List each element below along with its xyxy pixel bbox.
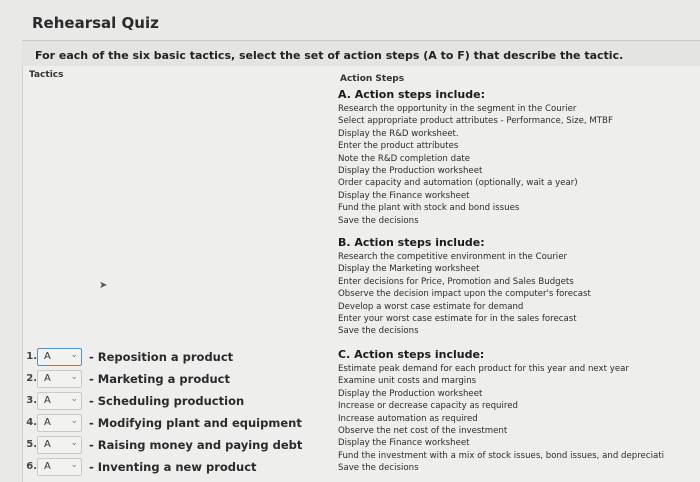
tactic-label: - Inventing a new product [89,460,257,474]
tactic-number: 2. [26,373,37,384]
tactics-column-header: Tactics [29,70,64,80]
tactic-6-select[interactable] [37,458,82,476]
action-step: Estimate peak demand for each product for this year and next year [338,364,629,374]
action-step: Display the Finance worksheet [338,190,470,201]
steps-column-header: Action Steps [340,74,405,84]
select-value: A [44,373,51,384]
action-step: Display the Production worksheet [338,388,483,399]
chevron-down-icon: ⌄ [70,460,78,470]
action-step: Fund the plant with stock and bond issues [338,203,520,214]
action-set-title: C. Action steps include: [338,348,485,361]
chevron-down-icon: ⌄ [70,416,78,426]
tactic-label: - Raising money and paying debt [89,438,303,452]
tactic-row-5 [23,436,323,456]
action-set-b [338,236,591,338]
action-step: Observe the net cost of the investment [338,426,508,437]
chevron-down-icon: ⌄ [70,438,78,448]
action-set-title: B. Action steps include: [338,236,485,249]
tactic-number: 1. [26,351,37,362]
action-step: Fund the investment with a mix of stock issues, bond issues, and depreciati [338,450,664,461]
action-step: Save the decisions [338,215,419,226]
action-set-title: A. Action steps include: [338,88,485,101]
instruction-text: For each of the six basic tactics, select the set of action steps (A to F) that describe the tactic. [35,49,624,62]
chevron-down-icon: ⌄ [70,350,78,360]
tactic-row-2 [23,370,323,390]
action-step: Increase or decrease capacity as required [338,401,518,412]
tactic-row-6 [23,458,323,478]
tactic-label: - Marketing a product [89,372,230,386]
tactic-number: 3. [26,395,37,406]
quiz-title: Rehearsal Quiz [32,14,159,32]
action-step: Select appropriate product attributes - Performance, Size, MTBF [338,116,613,127]
action-step: Save the decisions [338,463,419,474]
tactic-3-select[interactable] [37,392,82,410]
tactic-number: 5. [26,439,37,450]
tactic-number: 6. [26,461,37,472]
select-value: A [44,395,51,406]
tactic-row-1 [23,348,323,368]
tactic-1-select[interactable] [37,348,82,366]
tactic-label: - Reposition a product [89,350,234,364]
tactic-number: 4. [26,417,37,428]
tactic-row-3 [23,392,323,412]
action-step: Display the Finance worksheet [338,438,470,449]
tactic-4-select[interactable] [37,414,82,432]
chevron-down-icon: ⌄ [70,372,78,382]
action-step: Research the opportunity in the segment in the Courier [338,104,577,114]
action-step: Display the R&D worksheet. [338,128,459,139]
action-step: Examine unit costs and margins [338,376,477,387]
mouse-cursor-icon: ➤ [99,280,108,291]
action-step: Research the competitive environment in the Courier [338,252,568,262]
tactic-label: - Scheduling production [89,394,245,408]
instruction-bar [22,40,700,68]
action-step: Display the Marketing worksheet [338,264,480,275]
action-step: Develop a worst case estimate for demand [338,301,524,312]
action-step: Note the R&D completion date [338,153,470,164]
action-step: Enter the product attributes [338,141,459,152]
tactic-5-select[interactable] [37,436,82,454]
action-step: Increase automation as required [338,413,478,424]
action-set-c [338,348,664,475]
tactic-2-select[interactable] [37,370,82,388]
action-step: Save the decisions [338,326,419,337]
tactic-label: - Modifying plant and equipment [89,416,302,430]
action-set-a [338,88,613,227]
select-value: A [44,417,51,428]
action-step: Enter decisions for Price, Promotion and Sales Budgets [338,276,574,287]
action-step: Display the Production worksheet [338,166,483,177]
select-value: A [44,461,51,472]
action-step: Order capacity and automation (optionally, wait a year) [338,178,578,189]
action-step: Observe the decision impact upon the computer's forecast [338,289,591,300]
select-value: A [44,351,51,362]
quiz-table [22,66,700,482]
chevron-down-icon: ⌄ [70,394,78,404]
select-value: A [44,439,51,450]
tactic-row-4 [23,414,323,434]
action-step: Enter your worst case estimate for in the sales forecast [338,314,577,325]
